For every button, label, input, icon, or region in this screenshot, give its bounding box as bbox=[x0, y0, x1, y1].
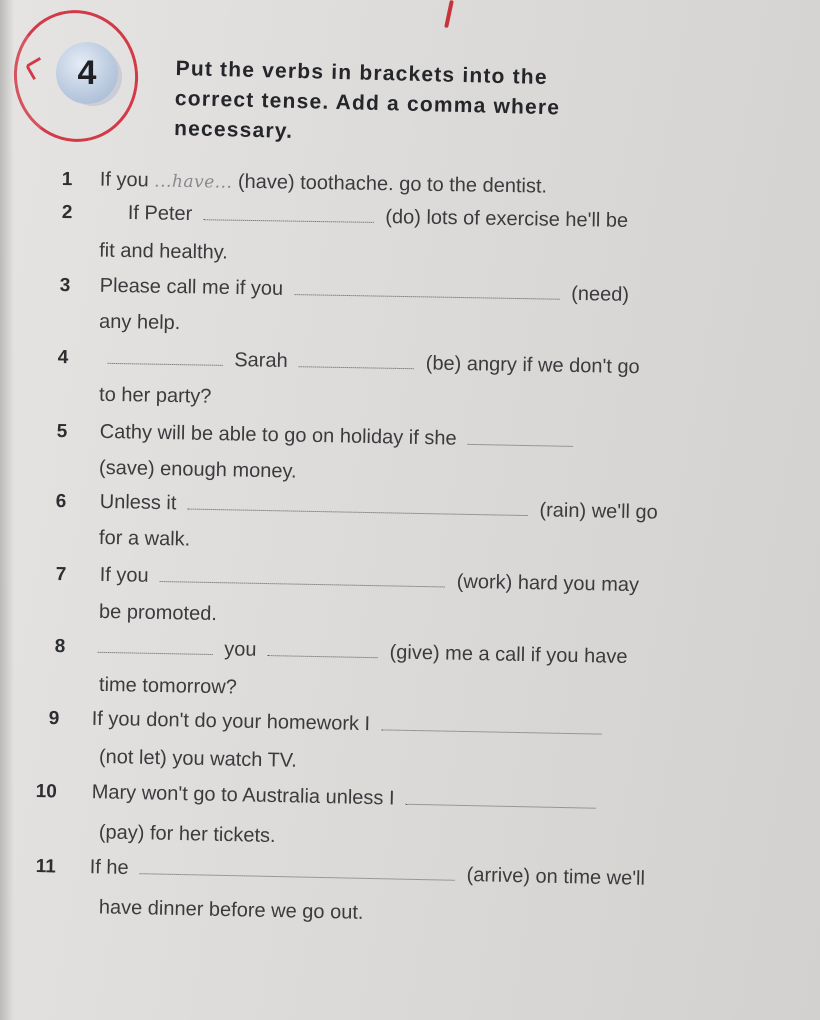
sentence-text: If you don't do your homework I bbox=[91, 707, 376, 736]
item-number: 6 bbox=[55, 490, 67, 513]
sentence-text: (be) angry if we don't go bbox=[420, 352, 640, 379]
item-number: 10 bbox=[35, 780, 58, 803]
answer-blank[interactable] bbox=[188, 491, 528, 517]
item-sentence-continued bbox=[99, 309, 181, 337]
sentence-text: If Peter bbox=[127, 202, 198, 226]
item-sentence bbox=[100, 273, 630, 309]
sentence-text: (rain) we'll go bbox=[533, 499, 658, 524]
exercise-number-badge: 4 bbox=[56, 42, 118, 104]
item-sentence-continued bbox=[99, 894, 364, 927]
item-sentence bbox=[128, 200, 629, 235]
item-sentence bbox=[99, 562, 639, 599]
sentence-text: Unless it bbox=[99, 490, 183, 515]
instruction-line: Put the verbs in brackets into the bbox=[175, 56, 549, 90]
item-number: 11 bbox=[35, 855, 57, 878]
answer-blank[interactable] bbox=[406, 786, 596, 809]
sentence-text: (do) lots of exercise he'll be bbox=[379, 205, 629, 232]
sentence-text: If he bbox=[89, 856, 135, 880]
item-sentence bbox=[91, 634, 627, 671]
sentence-text: (not let) you watch TV. bbox=[98, 745, 298, 772]
sentence-text: If you bbox=[99, 563, 155, 587]
sentence-text: Sarah bbox=[228, 348, 294, 373]
item-sentence-continued bbox=[99, 238, 228, 267]
sentence-text: Please call me if you bbox=[99, 274, 289, 300]
item-sentence bbox=[91, 779, 602, 817]
sentence-text: (pay) for her tickets. bbox=[98, 821, 276, 848]
answer-blank[interactable] bbox=[140, 855, 455, 881]
sentence-text: (need) bbox=[565, 282, 630, 306]
sentence-text: (arrive) on time we'll bbox=[460, 863, 646, 890]
item-sentence-continued bbox=[99, 819, 276, 850]
item-number: 7 bbox=[55, 563, 67, 586]
instruction-line: necessary. bbox=[173, 116, 294, 143]
answer-blank[interactable] bbox=[204, 201, 374, 223]
sentence-text: (give) me a call if you have bbox=[383, 641, 628, 668]
item-sentence-continued bbox=[99, 744, 297, 775]
sentence-text: fit and healthy. bbox=[99, 239, 228, 264]
item-sentence bbox=[99, 419, 579, 455]
answer-blank[interactable] bbox=[98, 634, 213, 655]
answer-blank[interactable] bbox=[295, 276, 560, 300]
item-number: 8 bbox=[54, 635, 66, 658]
item-sentence-continued bbox=[99, 525, 191, 554]
sentence-text: If you bbox=[99, 168, 155, 192]
item-sentence bbox=[100, 167, 548, 202]
sentence-text: have dinner before we go out. bbox=[98, 896, 364, 924]
item-number: 2 bbox=[61, 201, 73, 224]
answer-blank[interactable] bbox=[108, 345, 223, 366]
item-sentence bbox=[89, 854, 645, 893]
item-number: 9 bbox=[48, 707, 60, 730]
item-sentence-continued bbox=[99, 455, 297, 486]
sentence-text: Cathy will be able to go on holiday if she bbox=[99, 420, 463, 450]
item-sentence bbox=[102, 345, 640, 381]
instruction-line: correct tense. Add a comma where bbox=[174, 86, 561, 120]
item-number: 1 bbox=[61, 168, 73, 191]
item-sentence-continued bbox=[99, 382, 212, 411]
item-sentence bbox=[91, 706, 607, 743]
sentence-text: Mary won't go to Australia unless I bbox=[91, 781, 401, 810]
sentence-text: any help. bbox=[98, 310, 181, 335]
sentence-text: you bbox=[218, 638, 263, 661]
answer-blank[interactable] bbox=[468, 426, 573, 447]
sentence-text: be promoted. bbox=[98, 600, 218, 626]
sentence-text: for a walk. bbox=[98, 526, 191, 551]
sentence-text: (save) enough money. bbox=[98, 456, 297, 483]
sentence-text: (have) toothache. go to the dentist. bbox=[232, 170, 548, 198]
item-number: 5 bbox=[56, 420, 68, 443]
sentence-text: to her party? bbox=[98, 383, 212, 408]
item-sentence-continued bbox=[99, 672, 237, 702]
item-sentence-continued bbox=[99, 599, 217, 628]
answer-blank[interactable] bbox=[160, 563, 445, 587]
answer-blank[interactable] bbox=[268, 637, 378, 658]
item-number: 4 bbox=[57, 346, 69, 369]
answer-blank[interactable] bbox=[299, 348, 414, 369]
example-answer: ...have... bbox=[154, 171, 233, 193]
item-sentence bbox=[99, 489, 658, 527]
sentence-text: time tomorrow? bbox=[98, 673, 238, 699]
item-number: 3 bbox=[59, 274, 71, 297]
answer-blank[interactable] bbox=[382, 711, 602, 734]
sentence-text: (work) hard you may bbox=[450, 570, 640, 597]
